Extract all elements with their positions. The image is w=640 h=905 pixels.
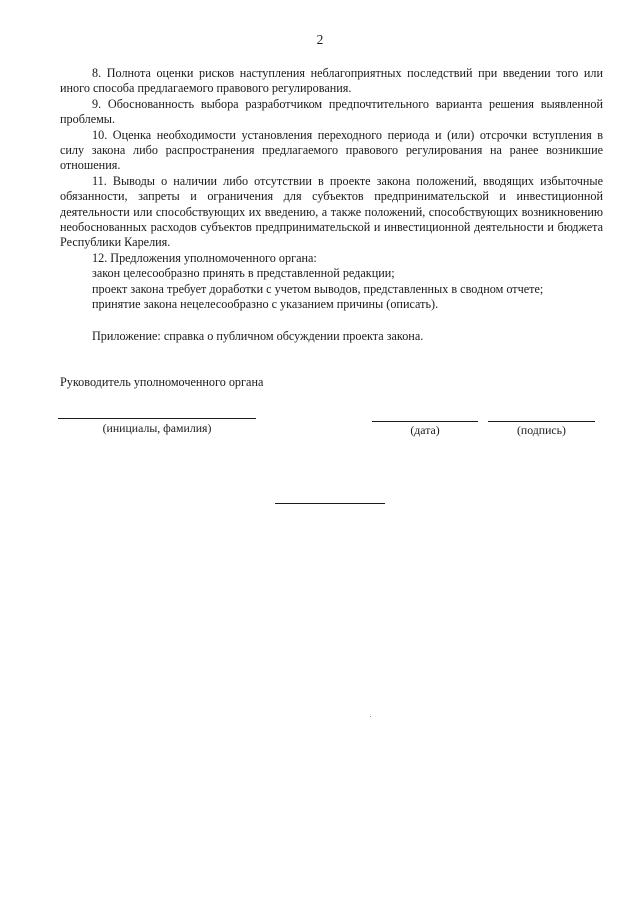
proposal-option-reject: принятие закона нецелесообразно с указанием причины (описать). xyxy=(92,297,439,312)
document-end-rule xyxy=(275,503,385,504)
date-caption: (дата) xyxy=(410,423,440,437)
proposal-option-accept: закон целесообразно принять в представленной редакции; xyxy=(92,266,395,281)
head-of-authority-label: Руководитель уполномоченного органа xyxy=(60,375,264,389)
paragraph-9: 9. Обоснованность выбора разработчиком предпочтительного варианта решения выявленной проблемы. xyxy=(60,96,603,127)
initials-caption: (инициалы, фамилия) xyxy=(102,421,212,435)
initials-signature-line xyxy=(58,418,256,419)
signature-caption: (подпись) xyxy=(517,423,566,437)
paragraph-11: 11. Выводы о наличии либо отсутствии в проекте закона положений, вводящих избыточные обязанности, запреты и ограничения для субъектов предпринимательской и инвестиционной деятельности или способствующих их введению, а также положений, способствующих возникновению необоснованных расходов субъектов предпринимательской и инвестиционной деятельности и бюджета Республики Карелия. xyxy=(60,173,603,250)
proposal-option-revise: проект закона требует доработки с учетом выводов, представленных в сводном отчете; xyxy=(92,281,544,296)
date-signature-line xyxy=(372,421,478,422)
appendix-note: Приложение: справка о публичном обсуждении проекта закона. xyxy=(92,328,424,343)
signature-line xyxy=(488,421,595,422)
paragraph-8: 8. Полнота оценки рисков наступления неблагоприятных последствий при введении того или иного способа предлагаемого правового регулирования. xyxy=(60,66,603,96)
paragraph-12: 12. Предложения уполномоченного органа: xyxy=(92,250,317,265)
paragraph-10: 10. Оценка необходимости установления переходного периода и (или) отсрочки вступления в силу закона либо распространения предлагаемого правового регулирования на ранее возникшие отношения. xyxy=(60,127,603,173)
scan-speck xyxy=(370,716,371,717)
document-body xyxy=(60,66,603,344)
page-number: 2 xyxy=(316,32,324,47)
